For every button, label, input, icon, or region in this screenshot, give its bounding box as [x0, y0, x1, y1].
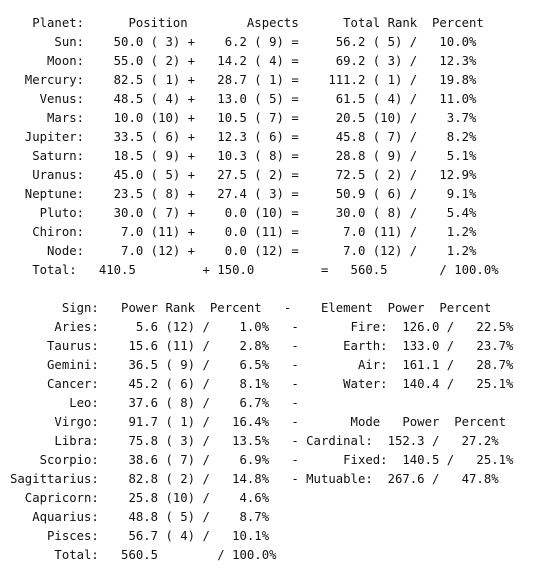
sign-row-aries: Aries: 5.6 (12) / 1.0% - Fire: 126.0 / 22.5%	[10, 320, 514, 334]
planet-row-moon: Moon: 55.0 ( 2) + 14.2 ( 4) = 69.2 ( 3) / 12.3%	[10, 54, 477, 68]
planet-row-sun: Sun: 50.0 ( 3) + 6.2 ( 9) = 56.2 ( 5) / 10.0%	[10, 35, 477, 49]
sign-row-scorpio: Scorpio: 38.6 ( 7) / 6.9% - Fixed: 140.5 / 25.1%	[10, 453, 514, 467]
sign-row-aquarius: Aquarius: 48.8 ( 5) / 8.7%	[10, 510, 270, 524]
sign-element-header: Sign: Power Rank Percent - Element Power Percent	[10, 301, 492, 315]
planet-row-mercury: Mercury: 82.5 ( 1) + 28.7 ( 1) = 111.2 ( 1) / 19.8%	[10, 73, 477, 87]
sign-row-taurus: Taurus: 15.6 (11) / 2.8% - Earth: 133.0 / 23.7%	[10, 339, 514, 353]
sign-row-leo: Leo: 37.6 ( 8) / 6.7% -	[10, 396, 299, 410]
planet-row-jupiter: Jupiter: 33.5 ( 6) + 12.3 ( 6) = 45.8 ( 7) / 8.2%	[10, 130, 477, 144]
planet-row-saturn: Saturn: 18.5 ( 9) + 10.3 ( 8) = 28.8 ( 9) / 5.1%	[10, 149, 477, 163]
planet-row-uranus: Uranus: 45.0 ( 5) + 27.5 ( 2) = 72.5 ( 2) / 12.9%	[10, 168, 477, 182]
sign-total-row: Total: 560.5 / 100.0%	[10, 548, 277, 562]
sign-row-gemini: Gemini: 36.5 ( 9) / 6.5% - Air: 161.1 / 28.7%	[10, 358, 514, 372]
planet-row-mars: Mars: 10.0 (10) + 10.5 ( 7) = 20.5 (10) / 3.7%	[10, 111, 477, 125]
planet-table-header: Planet: Position Aspects Total Rank Percent	[10, 16, 484, 30]
sign-row-cancer: Cancer: 45.2 ( 6) / 8.1% - Water: 140.4 / 25.1%	[10, 377, 514, 391]
planet-row-pluto: Pluto: 30.0 ( 7) + 0.0 (10) = 30.0 ( 8) / 5.4%	[10, 206, 477, 220]
sign-row-virgo: Virgo: 91.7 ( 1) / 16.4% - Mode Power Percent	[10, 415, 507, 429]
planet-row-neptune: Neptune: 23.5 ( 8) + 27.4 ( 3) = 50.9 ( 6) / 9.1%	[10, 187, 477, 201]
sign-row-libra: Libra: 75.8 ( 3) / 13.5% - Cardinal: 152.3 / 27.2%	[10, 434, 499, 448]
planet-row-venus: Venus: 48.5 ( 4) + 13.0 ( 5) = 61.5 ( 4) / 11.0%	[10, 92, 477, 106]
sign-row-capricorn: Capricorn: 25.8 (10) / 4.6%	[10, 491, 270, 505]
sign-row-sagittarius: Sagittarius: 82.8 ( 2) / 14.8% - Mutuable: 267.6 / 47.8%	[10, 472, 499, 486]
planet-total-row: Total: 410.5 + 150.0 = 560.5 / 100.0%	[10, 263, 499, 277]
spacer-line	[10, 280, 513, 299]
planet-row-chiron: Chiron: 7.0 (11) + 0.0 (11) = 7.0 (11) / 1.2%	[10, 225, 477, 239]
sign-row-pisces: Pisces: 56.7 ( 4) / 10.1%	[10, 529, 270, 543]
astrology-power-report	[10, 14, 513, 565]
planet-row-node: Node: 7.0 (12) + 0.0 (12) = 7.0 (12) / 1.2%	[10, 244, 477, 258]
